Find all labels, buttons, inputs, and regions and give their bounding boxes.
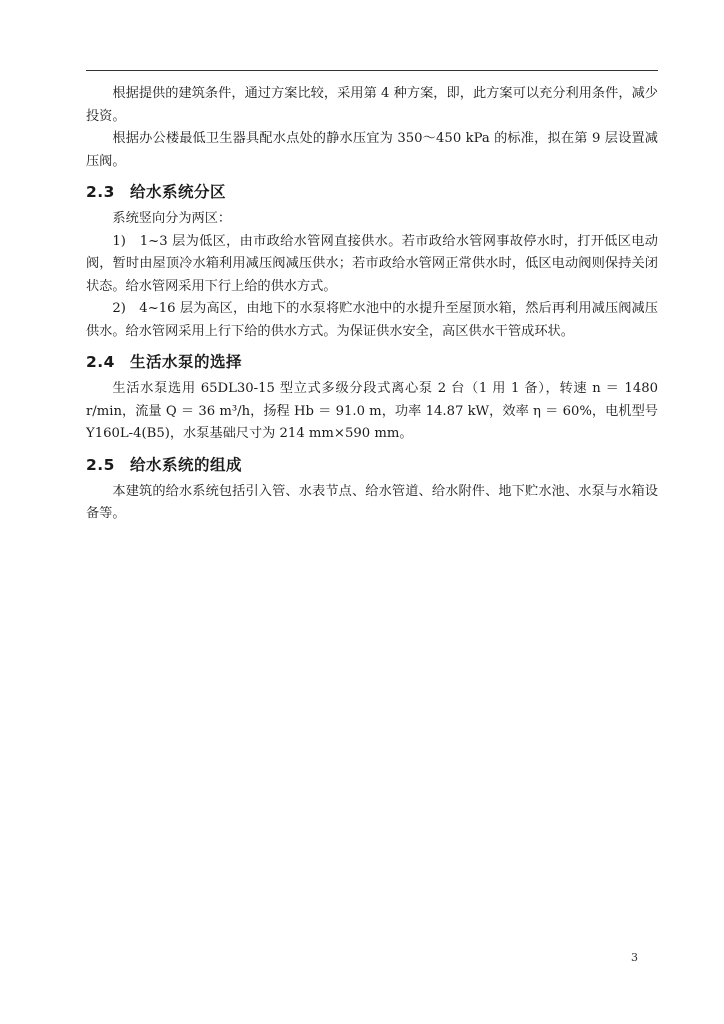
- section-heading-2-5: [86, 453, 658, 477]
- section-2-4-paragraph-1: 生活水泵选用 65DL30-15 型立式多级分段式离心泵 2 台（1 用 1 备），转速 n ＝ 1480 r/min，流量 Q ＝ 36 m³/h，扬程 Hb ＝ 91.0 m，功率 14.87 kW，效率 η ＝ 60%，电机型号 Y160L-4(B5)，水泵基础尺寸为 214 mm×590 mm。: [86, 381, 658, 441]
- header-rule: [86, 70, 658, 71]
- section-number: 2.5: [86, 455, 115, 474]
- section-title: 给水系统分区: [130, 183, 227, 201]
- section-number: 2.3: [86, 183, 115, 201]
- section-2-3-paragraph-3: 2) 4~16 层为高区，由地下的水泵将贮水池中的水提升至屋顶水箱，然后再利用减压阀减压供水。给水管网采用上行下给的供水方式。为保证供水安全，高区供水干管成环状。: [86, 301, 658, 339]
- section-2-5-paragraph-1: 本建筑的给水系统包括引入管、水表节点、给水管道、给水附件、地下贮水池、水泵与水箱设备等。: [86, 483, 658, 521]
- page-content: [86, 83, 658, 526]
- section-2-3-paragraph-1: 系统竖向分为两区：: [112, 211, 232, 226]
- section-number: 2.4: [86, 353, 115, 371]
- section-heading-2-3: [86, 180, 658, 204]
- intro-paragraph-2: 根据办公楼最低卫生器具配水点处的静水压宜为 350～450 kPa 的标准，拟在第 9 层设置减压阀。: [86, 131, 658, 169]
- page-number: 3: [631, 951, 638, 964]
- section-title: 生活水泵的选择: [130, 353, 243, 371]
- section-heading-2-4: [86, 350, 658, 374]
- intro-paragraph-1: 根据提供的建筑条件，通过方案比较，采用第 4 种方案，即，此方案可以充分利用条件，减少投资。: [86, 86, 658, 124]
- section-title: 给水系统的组成: [130, 455, 243, 474]
- section-2-3-paragraph-2: 1) 1~3 层为低区，由市政给水管网直接供水。若市政给水管网事故停水时，打开低区电动阀，暂时由屋顶冷水箱利用减压阀减压供水；若市政给水管网正常供水时，低区电动阀则保持关闭状态。给水管网采用下行上给的供水方式。: [86, 233, 658, 294]
